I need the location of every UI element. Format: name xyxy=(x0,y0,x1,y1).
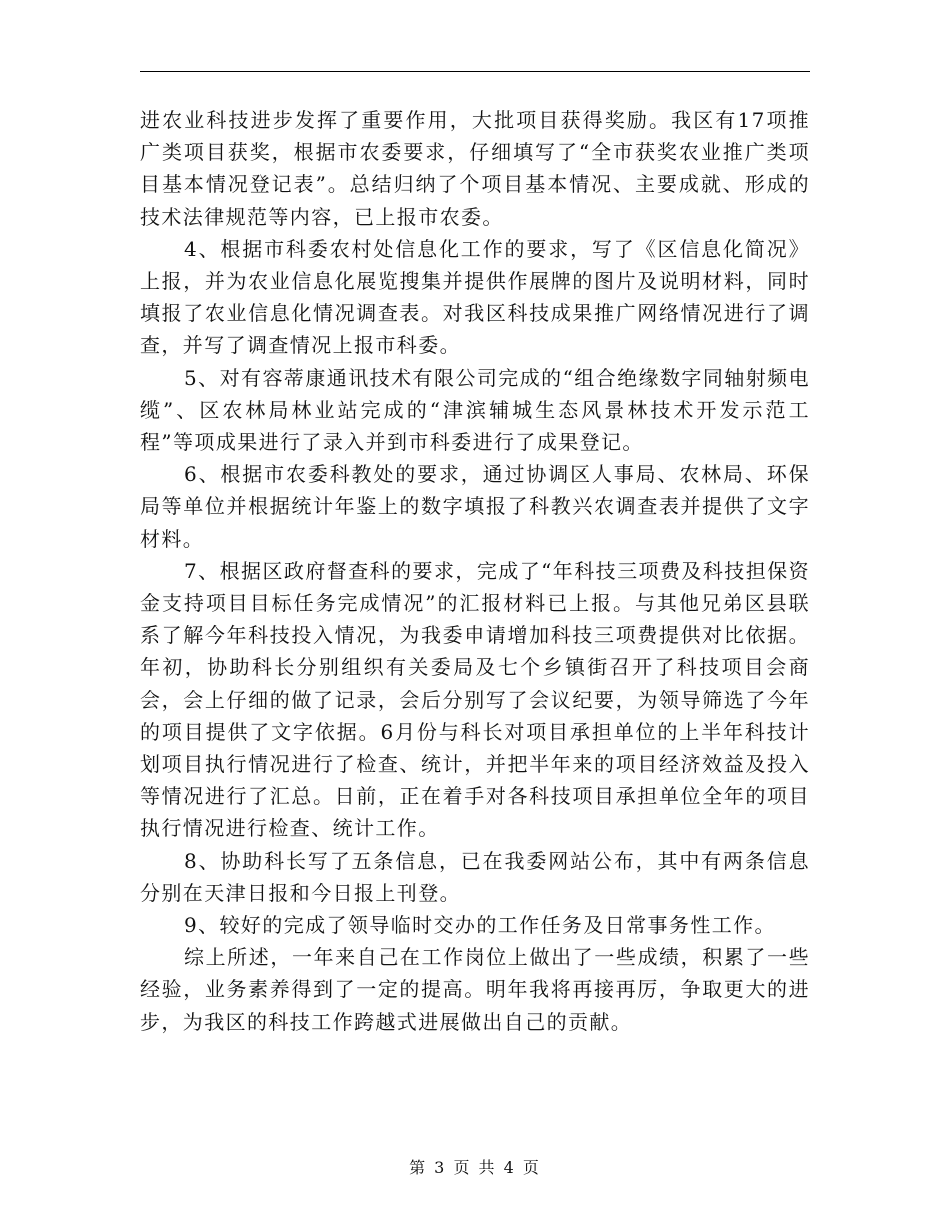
paragraph-item-9: 9、较好的完成了领导临时交办的工作任务及日常事务性工作。 xyxy=(184,913,776,938)
paragraph-item-5: 5、对有容蒂康通讯技术有限公司完成的“组合绝缘数字同轴射频电缆”、区农林局林业站完成的“津滨辅城生态风景林技术开发示范工程”等项成果进行了录入并到市科委进行了成果登记。 xyxy=(140,365,810,455)
document-body xyxy=(140,104,810,1038)
paragraph-item-6: 6、根据市农委科教处的要求，通过协调区人事局、农林局、环保局等单位并根据统计年鉴上的数字填报了科教兴农调查表并提供了文字材料。 xyxy=(140,462,810,551)
paragraph-summary: 综上所述，一年来自己在工作岗位上做出了一些成绩，积累了一些经验，业务素养得到了一定的提高。明年我将再接再厉，争取更大的进步，为我区的科技工作跨越式进展做出自己的贡献。 xyxy=(140,945,810,1034)
page-number: 第 3 页 共 4 页 xyxy=(409,1158,541,1177)
header-rule xyxy=(140,71,810,72)
paragraph-item-4: 4、根据市科委农村处信息化工作的要求，写了《区信息化简况》上报，并为农业信息化展览搜集并提供作展牌的图片及说明材料，同时填报了农业信息化情况调查表。对我区科技成果推广网络情况进行了调查，并写了调查情况上报市科委。 xyxy=(140,236,810,358)
paragraph-item-7: 7、根据区政府督查科的要求，完成了“年科技三项费及科技担保资金支持项目目标任务完成情况”的汇报材料已上报。与其他兄弟区县联系了解今年科技投入情况，为我委申请增加科技三项费提供对比依据。年初，协助科长分别组织有关委局及七个乡镇街召开了科技项目会商会，会上仔细的做了记录，会后分别写了会议纪要，为领导筛选了今年的项目提供了文字依据。6月份与科长对项目承担单位的上半年科技计划项目执行情况进行了检查、统计，并把半年来的项目经济效益及投入等情况进行了汇总。日前，正在着手对各科技项目承担单位全年的项目执行情况进行检查、统计工作。 xyxy=(140,558,810,841)
paragraph-item-8: 8、协助科长写了五条信息，已在我委网站公布，其中有两条信息分别在天津日报和今日报上刊登。 xyxy=(140,848,810,905)
paragraph-continuation: 进农业科技进步发挥了重要作用，大批项目获得奖励。我区有17项推广类项目获奖，根据市农委要求，仔细填写了“全市获奖农业推广类项目基本情况登记表”。总结归纳了个项目基本情况、主要成就、形成的技术法律规范等内容，已上报市农委。 xyxy=(140,108,810,229)
